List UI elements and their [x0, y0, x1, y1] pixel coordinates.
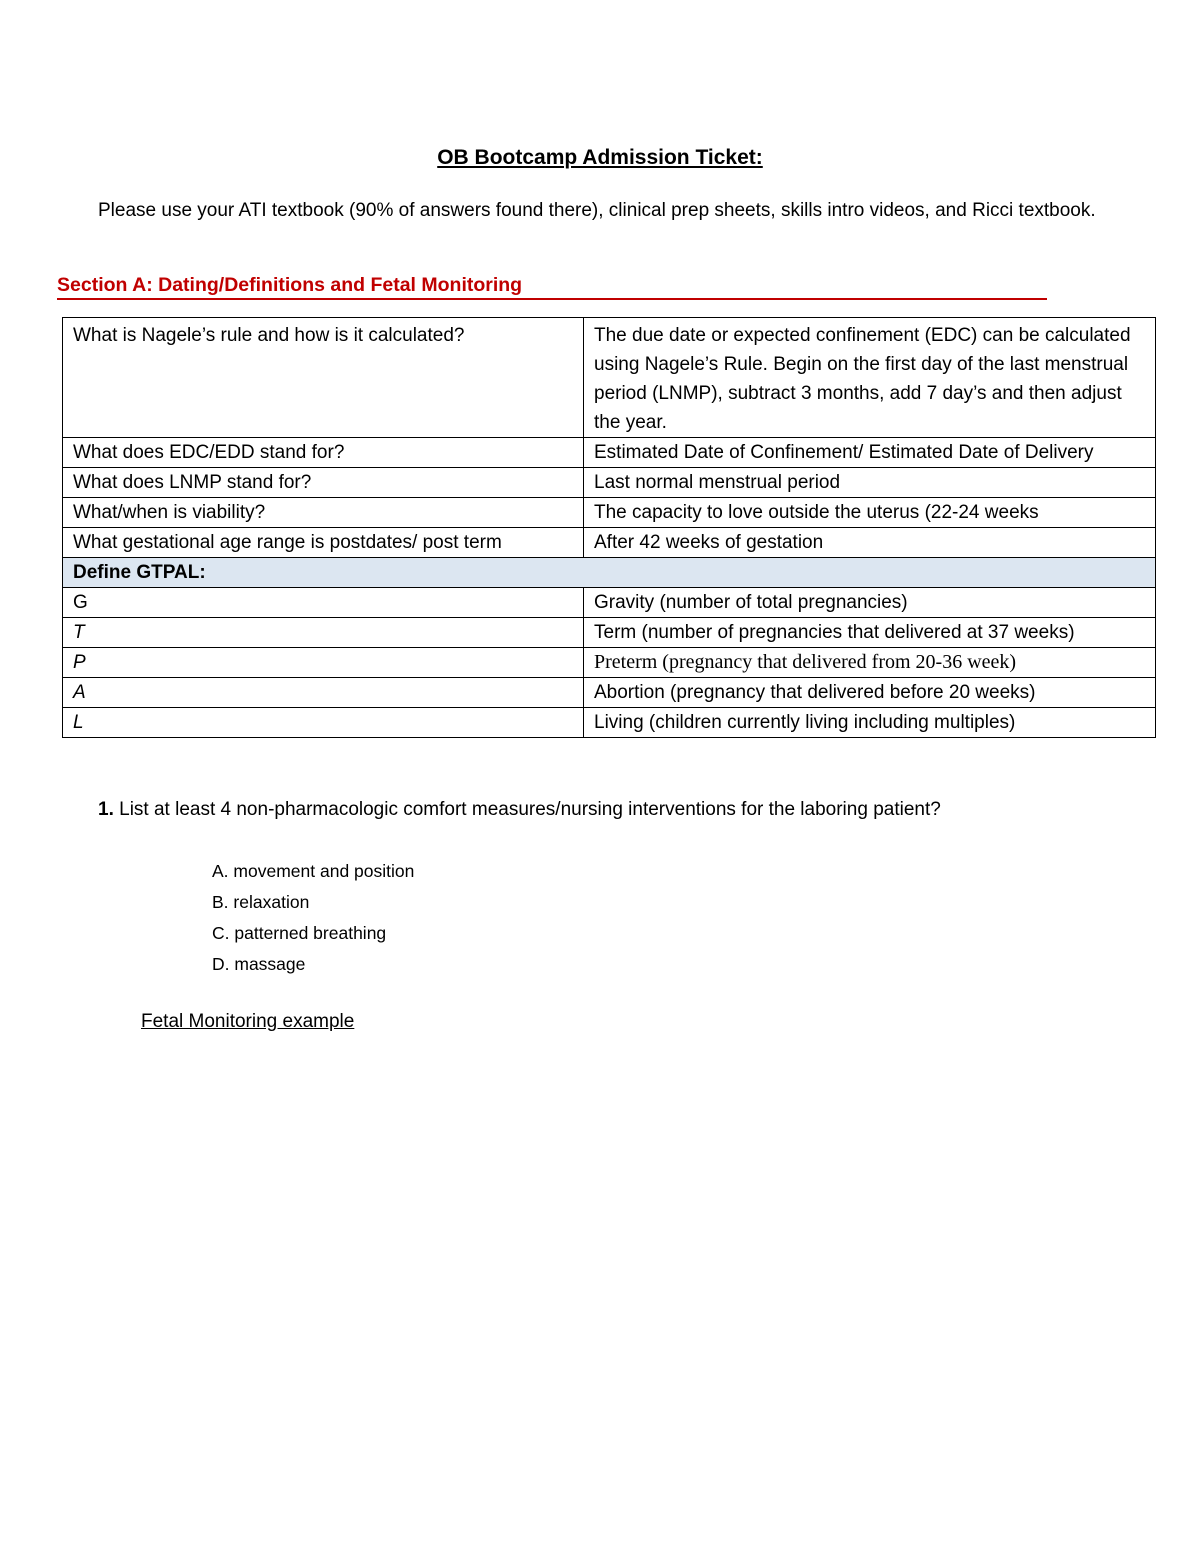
gtpal-letter-cell: P: [63, 648, 584, 678]
answer-text: massage: [234, 954, 306, 974]
gtpal-letter-cell: T: [63, 618, 584, 648]
intro-text: Please use your ATI textbook (90% of answers found there), clinical prep sheets, skills intro videos, and Ricci textbook.: [98, 200, 1096, 221]
table-row: [63, 438, 1156, 468]
answer-text: movement and position: [233, 861, 415, 881]
gtpal-definition-cell: Gravity (number of total pregnancies): [584, 588, 1156, 618]
question-cell: What does EDC/EDD stand for?: [63, 438, 584, 468]
table-row: [63, 648, 1156, 678]
question-cell: What/when is viability?: [63, 498, 584, 528]
list-item: [212, 887, 414, 918]
answer-cell: Last normal menstrual period: [584, 468, 1156, 498]
gtpal-header-row: [63, 558, 1156, 588]
table-row: [63, 588, 1156, 618]
question-cell: What is Nagele’s rule and how is it calculated?: [63, 318, 584, 438]
answer-cell: The capacity to love outside the uterus (22-24 weeks: [584, 498, 1156, 528]
answer-text: patterned breathing: [234, 923, 387, 943]
answer-cell: After 42 weeks of gestation: [584, 528, 1156, 558]
table-row: [63, 468, 1156, 498]
answer-letter: B.: [212, 892, 229, 912]
gtpal-header-cell: Define GTPAL:: [63, 558, 1156, 588]
question-cell: What does LNMP stand for?: [63, 468, 584, 498]
fetal-monitoring-heading: Fetal Monitoring example: [141, 1011, 355, 1032]
gtpal-letter-cell: L: [63, 708, 584, 738]
table-row: [63, 528, 1156, 558]
answer-cell: Estimated Date of Confinement/ Estimated Date of Delivery: [584, 438, 1156, 468]
gtpal-definition-cell: Abortion (pregnancy that delivered before 20 weeks): [584, 678, 1156, 708]
question-cell: What gestational age range is postdates/ post term: [63, 528, 584, 558]
gtpal-definition-cell: Preterm (pregnancy that delivered from 20-36 week): [584, 648, 1156, 678]
definitions-table: [62, 317, 1156, 738]
question-text: List at least 4 non-pharmacologic comfort measures/nursing interventions for the laboring patient?: [119, 799, 941, 820]
list-item: [212, 856, 414, 887]
gtpal-definition-cell: Term (number of pregnancies that delivered at 37 weeks): [584, 618, 1156, 648]
list-item: [212, 918, 414, 949]
table-row: [63, 498, 1156, 528]
answer-list: [212, 856, 414, 980]
answer-cell: The due date or expected confinement (EDC) can be calculated using Nagele’s Rule. Begin on the first day of the last menstrual period (LNMP), subtract 3 months, add 7 day’s and then adjust the year.: [584, 318, 1156, 438]
table-row: [63, 318, 1156, 438]
table-row: [63, 618, 1156, 648]
document-title: OB Bootcamp Admission Ticket:: [437, 146, 763, 169]
table-row: [63, 678, 1156, 708]
answer-text: relaxation: [233, 892, 310, 912]
list-item: [212, 949, 414, 980]
question-1: [98, 795, 998, 825]
table-row: [63, 708, 1156, 738]
gtpal-letter-cell: A: [63, 678, 584, 708]
question-number: 1.: [98, 799, 114, 820]
answer-letter: D.: [212, 954, 230, 974]
gtpal-letter-cell: G: [63, 588, 584, 618]
answer-letter: C.: [212, 923, 230, 943]
section-a-heading: Section A: Dating/Definitions and Fetal Monitoring: [57, 273, 1047, 300]
answer-letter: A.: [212, 861, 229, 881]
gtpal-definition-cell: Living (children currently living including multiples): [584, 708, 1156, 738]
